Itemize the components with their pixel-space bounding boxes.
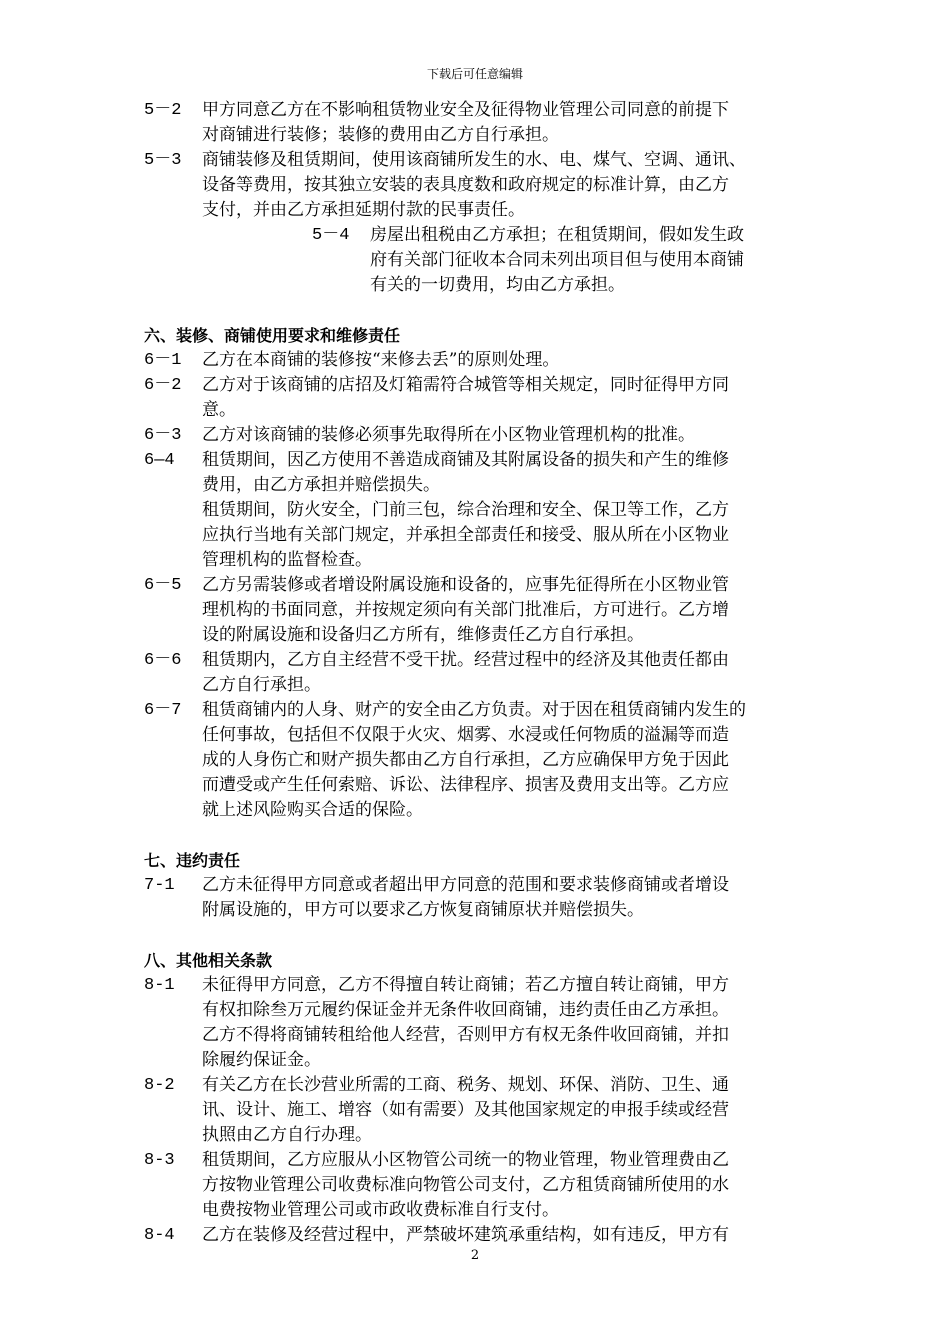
section-8-title: 八、其他相关条款 xyxy=(144,951,273,970)
clause-line: 有关的一切费用，均由乙方承担。 xyxy=(370,275,625,295)
clause-line: 附属设施的，甲方可以要求乙方恢复商铺原状并赔偿损失。 xyxy=(202,900,644,920)
clause-8-2 xyxy=(144,1073,824,1148)
clause-line: 理机构的书面同意，并按规定须向有关部门批准后，方可进行。乙方增 xyxy=(202,600,729,620)
clause-line: 租赁期间，乙方应服从小区物管公司统一的物业管理，物业管理费由乙 xyxy=(202,1150,729,1170)
clause-line: 租赁期间，防火安全，门前三包，综合治理和安全、保卫等工作，乙方 xyxy=(202,500,729,520)
clause-number: 8-1 xyxy=(144,976,175,995)
clause-8-1 xyxy=(144,973,824,1073)
clause-6-1 xyxy=(144,348,824,373)
clause-6-2 xyxy=(144,373,824,423)
clause-6-3 xyxy=(144,423,824,448)
section-7-title: 七、违约责任 xyxy=(144,851,241,870)
clause-line: 甲方同意乙方在不影响租赁物业安全及征得物业管理公司同意的前提下 xyxy=(202,100,729,120)
clause-6-7 xyxy=(144,698,824,823)
clause-number: 6—4 xyxy=(144,451,175,470)
clause-line: 管理机构的监督检查。 xyxy=(202,550,372,570)
clause-6-6 xyxy=(144,648,824,698)
clause-line: 设备等费用，按其独立安装的表具度数和政府规定的标准计算，由乙方 xyxy=(202,175,729,195)
clause-line: 支付，并由乙方承担延期付款的民事责任。 xyxy=(202,200,525,220)
clause-number: 8-2 xyxy=(144,1076,175,1095)
clause-line: 乙方在本商铺的装修按“来修去丢”的原则处理。 xyxy=(202,350,560,370)
clause-8-4 xyxy=(144,1223,824,1248)
clause-number: 5－3 xyxy=(144,151,182,170)
clause-line: 电费按物业管理公司或市政收费标准自行支付。 xyxy=(202,1200,559,1220)
clause-number: 6－1 xyxy=(144,351,182,370)
page-number: 2 xyxy=(470,1248,480,1263)
clause-line: 房屋出租税由乙方承担；在租赁期间，假如发生政 xyxy=(370,225,744,245)
clause-number: 6－2 xyxy=(144,376,182,395)
clause-number: 8-4 xyxy=(144,1226,175,1245)
clause-line: 有关乙方在长沙营业所需的工商、税务、规划、环保、消防、卫生、通 xyxy=(202,1075,729,1095)
clause-number: 8-3 xyxy=(144,1151,175,1170)
clause-line: 租赁期间，因乙方使用不善造成商铺及其附属设备的损失和产生的维修 xyxy=(202,450,729,470)
clause-line: 任何事故，包括但不仅限于火灾、烟雾、水浸或任何物质的溢漏等而造 xyxy=(202,725,729,745)
clause-number: 6－6 xyxy=(144,651,182,670)
clause-line: 乙方在装修及经营过程中，严禁破坏建筑承重结构，如有违反，甲方有 xyxy=(202,1225,729,1245)
clause-line: 乙方不得将商铺转租给他人经营，否则甲方有权无条件收回商铺，并扣 xyxy=(202,1025,729,1045)
clause-line: 成的人身伤亡和财产损失都由乙方自行承担，乙方应确保甲方免于因此 xyxy=(202,750,729,770)
clause-line: 乙方对于该商铺的店招及灯箱需符合城管等相关规定，同时征得甲方同 xyxy=(202,375,729,395)
clause-line: 有权扣除叁万元履约保证金并无条件收回商铺，违约责任由乙方承担。 xyxy=(202,1000,729,1020)
page-header: 下载后可任意编辑 xyxy=(426,67,523,81)
section-6-title: 六、装修、商铺使用要求和维修责任 xyxy=(144,326,401,345)
clause-line: 租赁期内，乙方自主经营不受干扰。经营过程中的经济及其他责任都由 xyxy=(202,650,729,670)
clause-number: 5－4 xyxy=(312,226,350,245)
clause-line: 应执行当地有关部门规定，并承担全部责任和接受、服从所在小区物业 xyxy=(202,525,729,545)
clause-line: 除履约保证金。 xyxy=(202,1050,321,1070)
clause-line: 就上述风险购买合适的保险。 xyxy=(202,800,423,820)
clause-line: 府有关部门征收本合同未列出项目但与使用本商铺 xyxy=(370,250,744,270)
clause-5-4 xyxy=(312,223,824,298)
clause-line: 乙方另需装修或者增设附属设施和设备的，应事先征得所在小区物业管 xyxy=(202,575,729,595)
clause-line: 乙方自行承担。 xyxy=(202,675,321,695)
clause-number: 7-1 xyxy=(144,876,175,895)
document-body xyxy=(144,98,824,1248)
clause-5-3 xyxy=(144,148,824,223)
clause-line: 乙方未征得甲方同意或者超出甲方同意的范围和要求装修商铺或者增设 xyxy=(202,875,729,895)
clause-number: 6－5 xyxy=(144,576,182,595)
clause-line: 执照由乙方自行办理。 xyxy=(202,1125,372,1145)
clause-8-3 xyxy=(144,1148,824,1223)
clause-line: 乙方对该商铺的装修必须事先取得所在小区物业管理机构的批准。 xyxy=(202,425,695,445)
clause-6-5 xyxy=(144,573,824,648)
clause-number: 5－2 xyxy=(144,101,182,120)
clause-7-1 xyxy=(144,873,824,923)
clause-line: 费用，由乙方承担并赔偿损失。 xyxy=(202,475,440,495)
clause-6-4 xyxy=(144,448,824,573)
clause-line: 方按物业管理公司收费标准向物管公司支付，乙方租赁商铺所使用的水 xyxy=(202,1175,729,1195)
clause-line: 而遭受或产生任何索赔、诉讼、法律程序、损害及费用支出等。乙方应 xyxy=(202,775,729,795)
clause-number: 6－3 xyxy=(144,426,182,445)
clause-line: 商铺装修及租赁期间，使用该商铺所发生的水、电、煤气、空调、通讯、 xyxy=(202,150,746,170)
clause-line: 未征得甲方同意，乙方不得擅自转让商铺；若乙方擅自转让商铺，甲方 xyxy=(202,975,729,995)
clause-line: 讯、设计、施工、增容（如有需要）及其他国家规定的申报手续或经营 xyxy=(202,1100,729,1120)
clause-5-2 xyxy=(144,98,824,148)
clause-line: 设的附属设施和设备归乙方所有，维修责任乙方自行承担。 xyxy=(202,625,644,645)
clause-line: 意。 xyxy=(202,400,236,420)
clause-number: 6－7 xyxy=(144,701,182,720)
clause-line: 租赁商铺内的人身、财产的安全由乙方负责。对于因在租赁商铺内发生的 xyxy=(202,700,746,720)
clause-line: 对商铺进行装修；装修的费用由乙方自行承担。 xyxy=(202,125,559,145)
